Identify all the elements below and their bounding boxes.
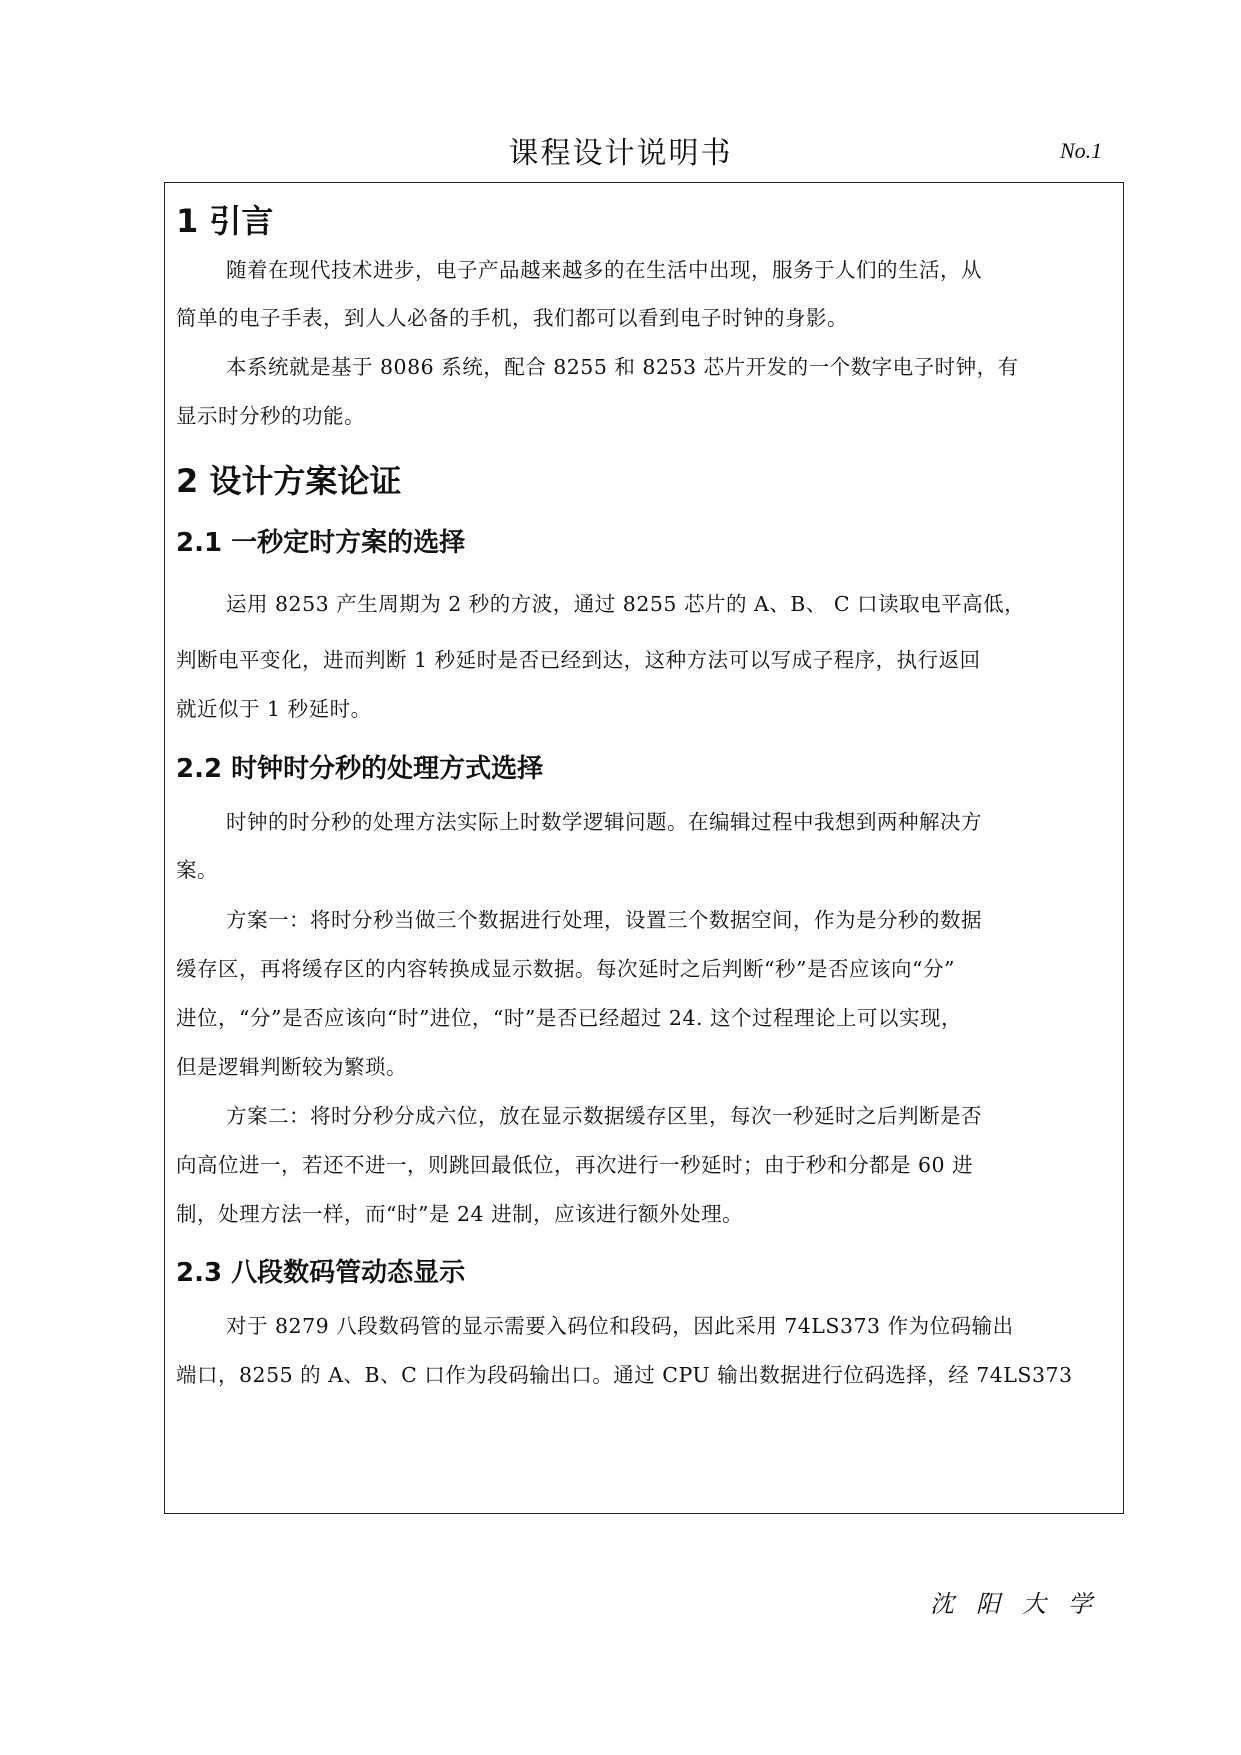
footer-school-name: 沈阳大学 (930, 1590, 1114, 1618)
paragraph-line: 向高位进一，若还不进一，则跳回最低位，再次进行一秒延时；由于秒和分都是 60 进 (176, 1153, 974, 1177)
page-number: No.1 (1060, 138, 1103, 163)
paragraph-line: 显示时分秒的功能。 (176, 404, 365, 428)
page-title: 课程设计说明书 (508, 136, 733, 171)
paragraph-line: 运用 8253 产生周期为 2 秒的方波，通过 8255 芯片的 A、B、 C 口读取电平高低， (226, 592, 1026, 616)
section-2-1-heading: 2.1 一秒定时方案的选择 (176, 528, 466, 558)
paragraph-line: 制，处理方法一样，而“时”是 24 进制，应该进行额外处理。 (176, 1202, 744, 1226)
section-2-3-heading: 2.3 八段数码管动态显示 (176, 1258, 466, 1288)
paragraph-line: 端口，8255 的 A、B、C 口作为段码输出口。通过 CPU 输出数据进行位码选择，经 74LS373 (176, 1363, 1073, 1387)
section-2-heading: 2 设计方案论证 (176, 462, 402, 500)
paragraph-line: 方案二：将时分秒分成六位，放在显示数据缓存区里，每次一秒延时之后判断是否 (226, 1104, 982, 1128)
paragraph-line: 对于 8279 八段数码管的显示需要入码位和段码，因此采用 74LS373 作为位码输出 (226, 1314, 1014, 1338)
paragraph-line: 时钟的时分秒的处理方法实际上时数学逻辑问题。在编辑过程中我想到两种解决方 (226, 810, 982, 834)
paragraph-line: 本系统就是基于 8086 系统，配合 8255 和 8253 芯片开发的一个数字电子时钟，有 (226, 355, 1019, 379)
paragraph-line: 判断电平变化，进而判断 1 秒延时是否已经到达，这种方法可以写成子程序，执行返回 (176, 648, 981, 672)
paragraph-line: 进位，“分”是否应该向“时”进位，“时”是否已经超过 24. 这个过程理论上可以实现， (176, 1006, 963, 1030)
section-1-heading: 1 引言 (176, 202, 274, 240)
paragraph-line: 但是逻辑判断较为繁琐。 (176, 1055, 407, 1079)
paragraph-line: 缓存区，再将缓存区的内容转换成显示数据。每次延时之后判断“秒”是否应该向“分” (176, 957, 955, 981)
paragraph-line: 方案一：将时分秒当做三个数据进行处理，设置三个数据空间，作为是分秒的数据 (226, 908, 982, 932)
paragraph-line: 案。 (176, 858, 218, 882)
paragraph-line: 就近似于 1 秒延时。 (176, 697, 372, 721)
paragraph-line: 简单的电子手表，到人人必备的手机，我们都可以看到电子时钟的身影。 (176, 306, 848, 330)
paragraph-line: 随着在现代技术进步，电子产品越来越多的在生活中出现，服务于人们的生活，从 (226, 258, 982, 282)
section-2-2-heading: 2.2 时钟时分秒的处理方式选择 (176, 754, 544, 784)
